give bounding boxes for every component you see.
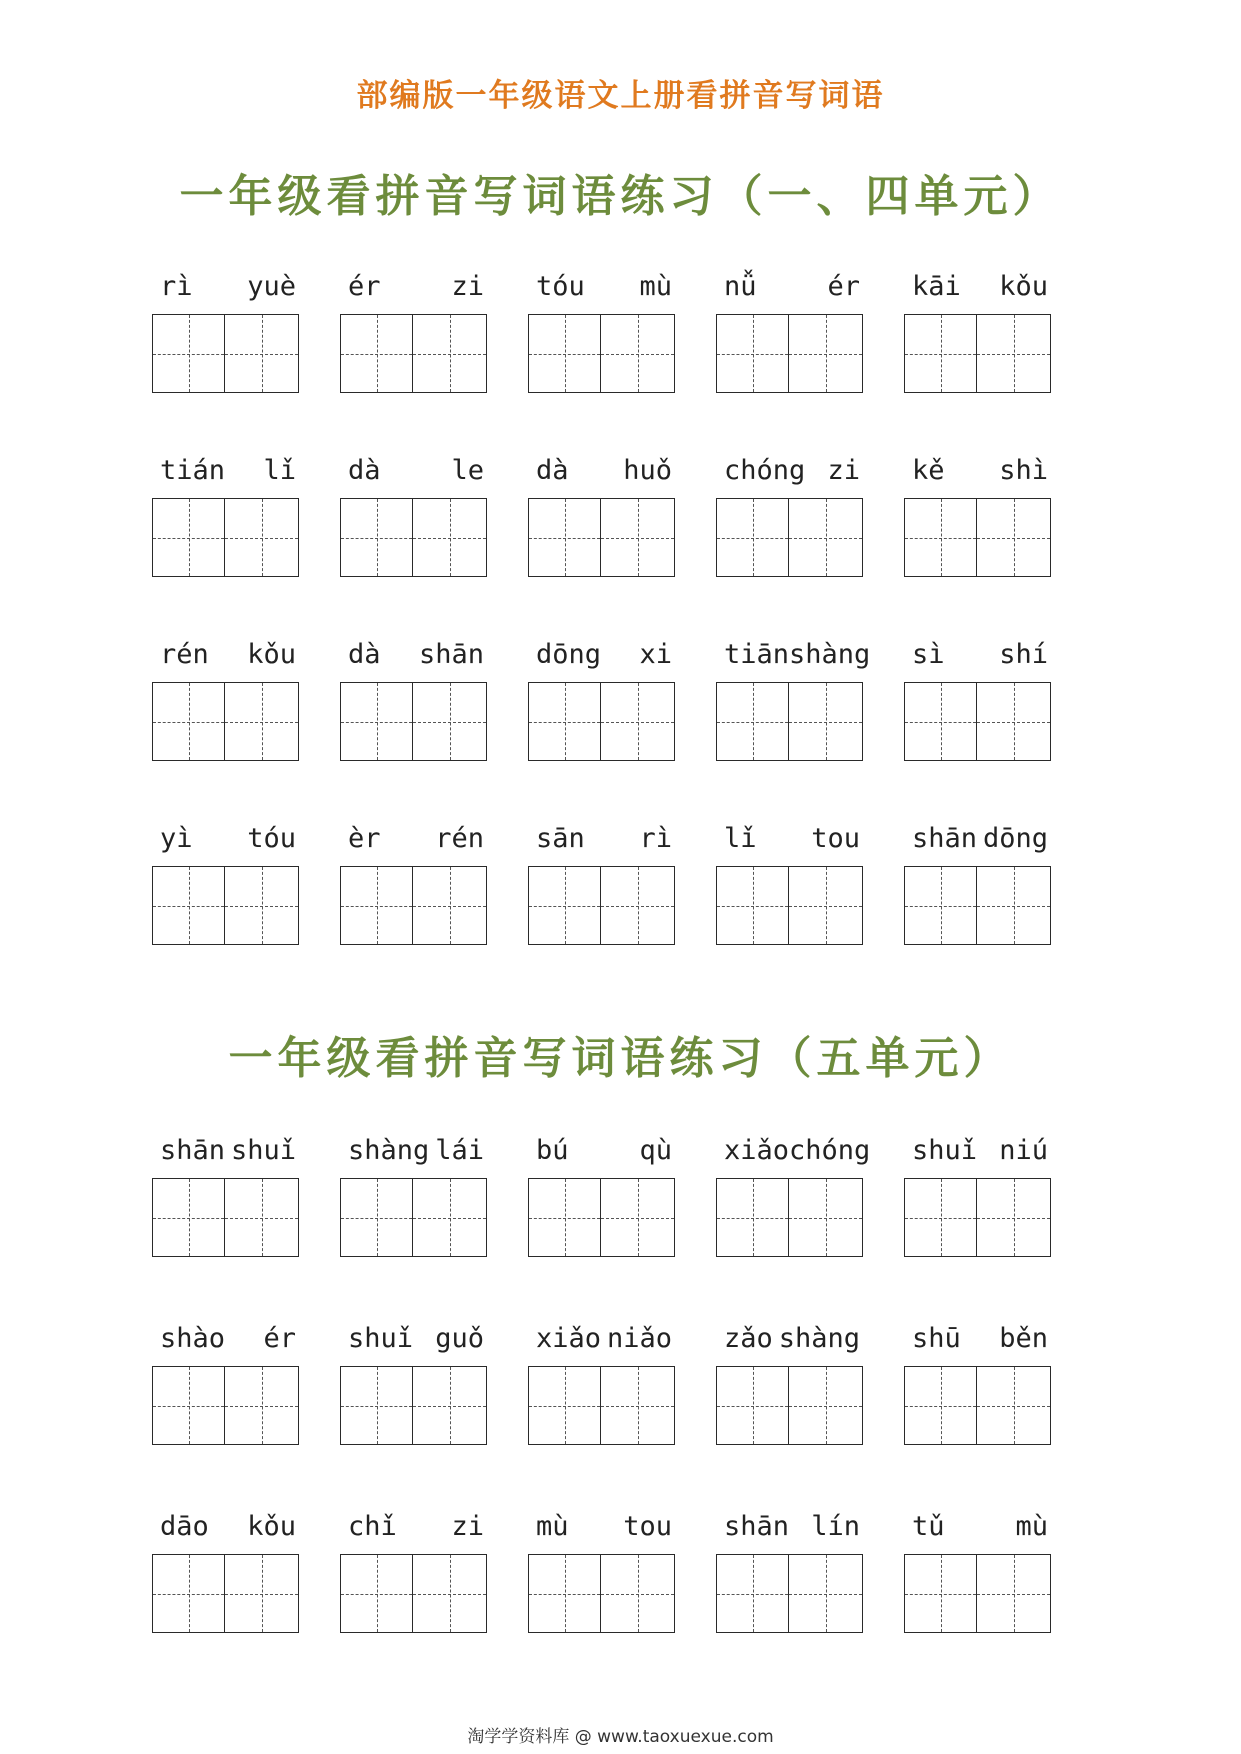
pinyin-syllable: bú <box>536 1135 569 1166</box>
tian-zi-ge-box[interactable] <box>225 866 299 945</box>
pinyin-syllable: rén <box>160 639 209 670</box>
pinyin-syllable: yuè <box>247 271 296 302</box>
tian-zi-ge-pair <box>528 1554 675 1633</box>
tian-zi-ge-box[interactable] <box>977 314 1051 393</box>
word-item <box>902 446 1090 630</box>
section-title-unit-1-4: 一年级看拼音写词语练习（一、四单元） <box>179 171 1062 222</box>
pinyin-syllable: shān <box>160 1135 226 1166</box>
tian-zi-ge-box[interactable] <box>904 498 977 577</box>
tian-zi-ge-box[interactable] <box>601 866 675 945</box>
pinyin-syllable: kǒu <box>999 271 1048 302</box>
pinyin-syllable: le <box>451 455 484 486</box>
pinyin-label <box>340 446 492 486</box>
tian-zi-ge-box[interactable] <box>528 498 601 577</box>
pinyin-label <box>340 1314 492 1354</box>
word-item <box>150 1314 338 1502</box>
footer-watermark: 淘学学资料库 @ www.taoxuexue.com <box>467 1727 774 1747</box>
tian-zi-ge-pair <box>904 1554 1051 1633</box>
tian-zi-ge-box[interactable] <box>789 682 863 761</box>
tian-zi-ge-pair <box>904 1178 1051 1257</box>
pinyin-syllable: dōng <box>536 639 602 670</box>
pinyin-label <box>904 630 1056 670</box>
pinyin-syllable: nǚ <box>724 271 757 302</box>
pinyin-syllable: shuǐ <box>912 1135 978 1166</box>
word-item <box>526 814 714 998</box>
pinyin-label <box>152 1314 304 1354</box>
tian-zi-ge-box[interactable] <box>528 314 601 393</box>
word-item <box>338 262 526 446</box>
word-item <box>338 1126 526 1314</box>
pinyin-syllable: běn <box>999 1323 1048 1354</box>
pinyin-label <box>152 1126 304 1166</box>
tian-zi-ge-pair <box>340 1554 487 1633</box>
tian-zi-ge-box[interactable] <box>977 498 1051 577</box>
word-item <box>150 814 338 998</box>
tian-zi-ge-box[interactable] <box>601 1178 675 1257</box>
pinyin-syllable: tóu <box>247 823 296 854</box>
tian-zi-ge-box[interactable] <box>601 498 675 577</box>
tian-zi-ge-box[interactable] <box>152 314 225 393</box>
tian-zi-ge-box[interactable] <box>977 866 1051 945</box>
pinyin-label <box>340 262 492 302</box>
tian-zi-ge-pair <box>528 498 675 577</box>
tian-zi-ge-box[interactable] <box>716 682 789 761</box>
tian-zi-ge-box[interactable] <box>904 866 977 945</box>
tian-zi-ge-box[interactable] <box>716 1366 789 1445</box>
pinyin-syllable: xi <box>639 639 672 670</box>
tian-zi-ge-pair <box>904 1366 1051 1445</box>
word-item <box>338 1502 526 1690</box>
tian-zi-ge-pair <box>904 866 1051 945</box>
pinyin-syllable: zi <box>451 271 484 302</box>
word-item <box>902 1314 1090 1502</box>
tian-zi-ge-box[interactable] <box>413 866 487 945</box>
word-item <box>150 1126 338 1314</box>
pinyin-syllable: yì <box>160 823 193 854</box>
pinyin-syllable: shuǐ <box>348 1323 414 1354</box>
pinyin-label <box>716 262 868 302</box>
tian-zi-ge-box[interactable] <box>413 314 487 393</box>
tian-zi-ge-box[interactable] <box>152 1178 225 1257</box>
pinyin-label <box>528 1314 680 1354</box>
word-item <box>526 1126 714 1314</box>
section-title-unit-5: 一年级看拼音写词语练习（五单元） <box>228 1033 1013 1084</box>
pinyin-label <box>152 446 304 486</box>
word-item <box>714 1126 902 1314</box>
tian-zi-ge-box[interactable] <box>904 314 977 393</box>
pinyin-syllable: tóu <box>536 271 585 302</box>
tian-zi-ge-pair <box>340 1366 487 1445</box>
pinyin-syllable: chǐ <box>348 1511 397 1542</box>
word-item <box>902 814 1090 998</box>
tian-zi-ge-pair <box>716 314 863 393</box>
pinyin-syllable: lǐ <box>724 823 757 854</box>
word-item <box>338 814 526 998</box>
pinyin-syllable: ér <box>348 271 381 302</box>
tian-zi-ge-box[interactable] <box>413 682 487 761</box>
tian-zi-ge-pair <box>716 682 863 761</box>
tian-zi-ge-box[interactable] <box>528 1366 601 1445</box>
pinyin-label <box>904 814 1056 854</box>
tian-zi-ge-box[interactable] <box>789 1554 863 1633</box>
pinyin-syllable: huǒ <box>623 455 672 486</box>
tian-zi-ge-pair <box>152 498 299 577</box>
tian-zi-ge-pair <box>904 682 1051 761</box>
pinyin-syllable: tǔ <box>912 1511 945 1542</box>
pinyin-syllable: èr <box>348 823 381 854</box>
pinyin-syllable: dà <box>348 455 381 486</box>
tian-zi-ge-box[interactable] <box>340 314 413 393</box>
pinyin-label <box>716 1314 868 1354</box>
tian-zi-ge-box[interactable] <box>977 1366 1051 1445</box>
tian-zi-ge-box[interactable] <box>225 1366 299 1445</box>
pinyin-label <box>904 1502 1056 1542</box>
tian-zi-ge-pair <box>340 1178 487 1257</box>
pinyin-syllable: shuǐ <box>230 1135 296 1166</box>
tian-zi-ge-pair <box>528 682 675 761</box>
tian-zi-ge-box[interactable] <box>340 1554 413 1633</box>
tian-zi-ge-pair <box>152 1366 299 1445</box>
pinyin-syllable: tou <box>811 823 860 854</box>
pinyin-syllable: ér <box>827 271 860 302</box>
pinyin-syllable: lín <box>811 1511 860 1542</box>
pinyin-syllable: kǒu <box>247 1511 296 1542</box>
tian-zi-ge-pair <box>716 1366 863 1445</box>
pinyin-label <box>528 630 680 670</box>
pinyin-syllable: chóng <box>724 455 806 486</box>
pinyin-label <box>340 814 492 854</box>
pinyin-syllable: dāo <box>160 1511 209 1542</box>
pinyin-label <box>528 446 680 486</box>
tian-zi-ge-pair <box>152 314 299 393</box>
pinyin-syllable: mù <box>639 271 672 302</box>
pinyin-label <box>716 1502 868 1542</box>
word-item <box>150 446 338 630</box>
pinyin-syllable: lǐ <box>263 455 296 486</box>
tian-zi-ge-box[interactable] <box>413 1366 487 1445</box>
pinyin-syllable: mù <box>536 1511 569 1542</box>
tian-zi-ge-pair <box>528 866 675 945</box>
tian-zi-ge-pair <box>340 866 487 945</box>
tian-zi-ge-box[interactable] <box>413 1554 487 1633</box>
pinyin-label <box>716 630 871 670</box>
tian-zi-ge-box[interactable] <box>225 682 299 761</box>
tian-zi-ge-box[interactable] <box>340 1178 413 1257</box>
tian-zi-ge-box[interactable] <box>152 1366 225 1445</box>
pinyin-label <box>152 1502 304 1542</box>
tian-zi-ge-pair <box>340 314 487 393</box>
pinyin-syllable: niǎo <box>606 1323 672 1354</box>
tian-zi-ge-box[interactable] <box>340 682 413 761</box>
tian-zi-ge-box[interactable] <box>413 498 487 577</box>
tian-zi-ge-box[interactable] <box>528 682 601 761</box>
tian-zi-ge-box[interactable] <box>716 866 789 945</box>
tian-zi-ge-box[interactable] <box>601 682 675 761</box>
tian-zi-ge-pair <box>528 314 675 393</box>
pinyin-syllable: rén <box>435 823 484 854</box>
tian-zi-ge-box[interactable] <box>789 498 863 577</box>
pinyin-syllable: shào <box>160 1323 226 1354</box>
pinyin-syllable: dà <box>348 639 381 670</box>
tian-zi-ge-box[interactable] <box>340 1366 413 1445</box>
pinyin-syllable: zǎo <box>724 1323 773 1354</box>
pinyin-label <box>904 1126 1056 1166</box>
tian-zi-ge-box[interactable] <box>340 866 413 945</box>
tian-zi-ge-pair <box>340 498 487 577</box>
pinyin-label <box>716 1126 871 1166</box>
word-grid-unit-5 <box>150 1126 1090 1690</box>
pinyin-syllable: zi <box>451 1511 484 1542</box>
pinyin-label <box>904 1314 1056 1354</box>
word-item <box>902 262 1090 446</box>
pinyin-syllable: kǒu <box>247 639 296 670</box>
tian-zi-ge-box[interactable] <box>977 1554 1051 1633</box>
word-item <box>338 630 526 814</box>
tian-zi-ge-box[interactable] <box>152 866 225 945</box>
tian-zi-ge-pair <box>152 682 299 761</box>
pinyin-label <box>340 1126 492 1166</box>
pinyin-label <box>904 446 1056 486</box>
tian-zi-ge-pair <box>716 1554 863 1633</box>
tian-zi-ge-pair <box>528 1366 675 1445</box>
pinyin-syllable: shàng <box>348 1135 430 1166</box>
tian-zi-ge-box[interactable] <box>977 682 1051 761</box>
pinyin-label <box>528 1126 680 1166</box>
pinyin-label <box>528 1502 680 1542</box>
tian-zi-ge-pair <box>716 866 863 945</box>
pinyin-label <box>340 1502 492 1542</box>
tian-zi-ge-box[interactable] <box>977 1178 1051 1257</box>
tian-zi-ge-pair <box>528 1178 675 1257</box>
pinyin-syllable: rì <box>639 823 672 854</box>
pinyin-syllable: ér <box>263 1323 296 1354</box>
pinyin-label <box>528 814 680 854</box>
word-grid-unit-1-4 <box>150 262 1090 998</box>
pinyin-label <box>528 262 680 302</box>
tian-zi-ge-pair <box>340 682 487 761</box>
pinyin-syllable: shū <box>912 1323 961 1354</box>
word-item <box>526 446 714 630</box>
page-header-title: 部编版一年级语文上册看拼音写词语 <box>356 78 885 114</box>
word-item <box>902 1126 1090 1314</box>
word-item <box>714 1502 902 1690</box>
tian-zi-ge-box[interactable] <box>716 1178 789 1257</box>
tian-zi-ge-box[interactable] <box>225 498 299 577</box>
pinyin-label <box>340 630 492 670</box>
pinyin-syllable: shì <box>999 455 1048 486</box>
pinyin-syllable: shān <box>418 639 484 670</box>
tian-zi-ge-box[interactable] <box>225 1178 299 1257</box>
tian-zi-ge-box[interactable] <box>904 1366 977 1445</box>
word-item <box>714 630 902 814</box>
pinyin-syllable: lái <box>435 1135 484 1166</box>
word-item <box>150 1502 338 1690</box>
tian-zi-ge-box[interactable] <box>789 866 863 945</box>
tian-zi-ge-box[interactable] <box>601 314 675 393</box>
tian-zi-ge-box[interactable] <box>413 1178 487 1257</box>
tian-zi-ge-pair <box>716 1178 863 1257</box>
word-item <box>902 630 1090 814</box>
pinyin-syllable: guǒ <box>435 1323 484 1354</box>
pinyin-syllable: kāi <box>912 271 961 302</box>
pinyin-syllable: chóng <box>789 1135 871 1166</box>
tian-zi-ge-pair <box>152 1554 299 1633</box>
word-item <box>338 1314 526 1502</box>
pinyin-syllable: mù <box>1015 1511 1048 1542</box>
pinyin-syllable: kě <box>912 455 945 486</box>
pinyin-syllable: shàng <box>778 1323 860 1354</box>
word-item <box>526 1502 714 1690</box>
pinyin-syllable: shān <box>724 1511 790 1542</box>
tian-zi-ge-pair <box>716 498 863 577</box>
pinyin-label <box>716 814 868 854</box>
pinyin-syllable: shàng <box>789 639 871 670</box>
pinyin-label <box>904 262 1056 302</box>
tian-zi-ge-box[interactable] <box>152 1554 225 1633</box>
tian-zi-ge-box[interactable] <box>152 682 225 761</box>
tian-zi-ge-box[interactable] <box>904 1178 977 1257</box>
pinyin-label <box>716 446 868 486</box>
tian-zi-ge-box[interactable] <box>225 314 299 393</box>
pinyin-syllable: xiǎo <box>536 1323 602 1354</box>
pinyin-label <box>152 814 304 854</box>
tian-zi-ge-pair <box>152 866 299 945</box>
pinyin-syllable: zi <box>827 455 860 486</box>
word-item <box>526 262 714 446</box>
tian-zi-ge-box[interactable] <box>340 498 413 577</box>
tian-zi-ge-pair <box>152 1178 299 1257</box>
tian-zi-ge-box[interactable] <box>528 866 601 945</box>
word-item <box>150 262 338 446</box>
pinyin-syllable: shān <box>912 823 978 854</box>
pinyin-label <box>152 262 304 302</box>
pinyin-syllable: sì <box>912 639 945 670</box>
pinyin-syllable: niú <box>999 1135 1048 1166</box>
word-item <box>526 630 714 814</box>
word-item <box>714 814 902 998</box>
pinyin-syllable: qù <box>639 1135 672 1166</box>
tian-zi-ge-box[interactable] <box>716 498 789 577</box>
tian-zi-ge-box[interactable] <box>716 1554 789 1633</box>
pinyin-syllable: rì <box>160 271 193 302</box>
word-item <box>714 1314 902 1502</box>
tian-zi-ge-box[interactable] <box>789 1178 863 1257</box>
pinyin-syllable: tou <box>623 1511 672 1542</box>
tian-zi-ge-box[interactable] <box>904 1554 977 1633</box>
tian-zi-ge-box[interactable] <box>789 1366 863 1445</box>
tian-zi-ge-box[interactable] <box>716 314 789 393</box>
pinyin-label <box>152 630 304 670</box>
tian-zi-ge-box[interactable] <box>601 1366 675 1445</box>
word-item <box>526 1314 714 1502</box>
pinyin-syllable: xiǎo <box>724 1135 790 1166</box>
pinyin-syllable: dà <box>536 455 569 486</box>
tian-zi-ge-pair <box>904 314 1051 393</box>
tian-zi-ge-box[interactable] <box>528 1178 601 1257</box>
tian-zi-ge-pair <box>904 498 1051 577</box>
tian-zi-ge-box[interactable] <box>789 314 863 393</box>
tian-zi-ge-box[interactable] <box>528 1554 601 1633</box>
pinyin-syllable: sān <box>536 823 585 854</box>
pinyin-syllable: dōng <box>982 823 1048 854</box>
word-item <box>714 262 902 446</box>
word-item <box>902 1502 1090 1690</box>
pinyin-syllable: tián <box>160 455 226 486</box>
tian-zi-ge-box[interactable] <box>601 1554 675 1633</box>
pinyin-syllable: shí <box>999 639 1048 670</box>
tian-zi-ge-box[interactable] <box>225 1554 299 1633</box>
word-item <box>150 630 338 814</box>
word-item <box>338 446 526 630</box>
tian-zi-ge-box[interactable] <box>904 682 977 761</box>
word-item <box>714 446 902 630</box>
tian-zi-ge-box[interactable] <box>152 498 225 577</box>
pinyin-syllable: tiān <box>724 639 790 670</box>
